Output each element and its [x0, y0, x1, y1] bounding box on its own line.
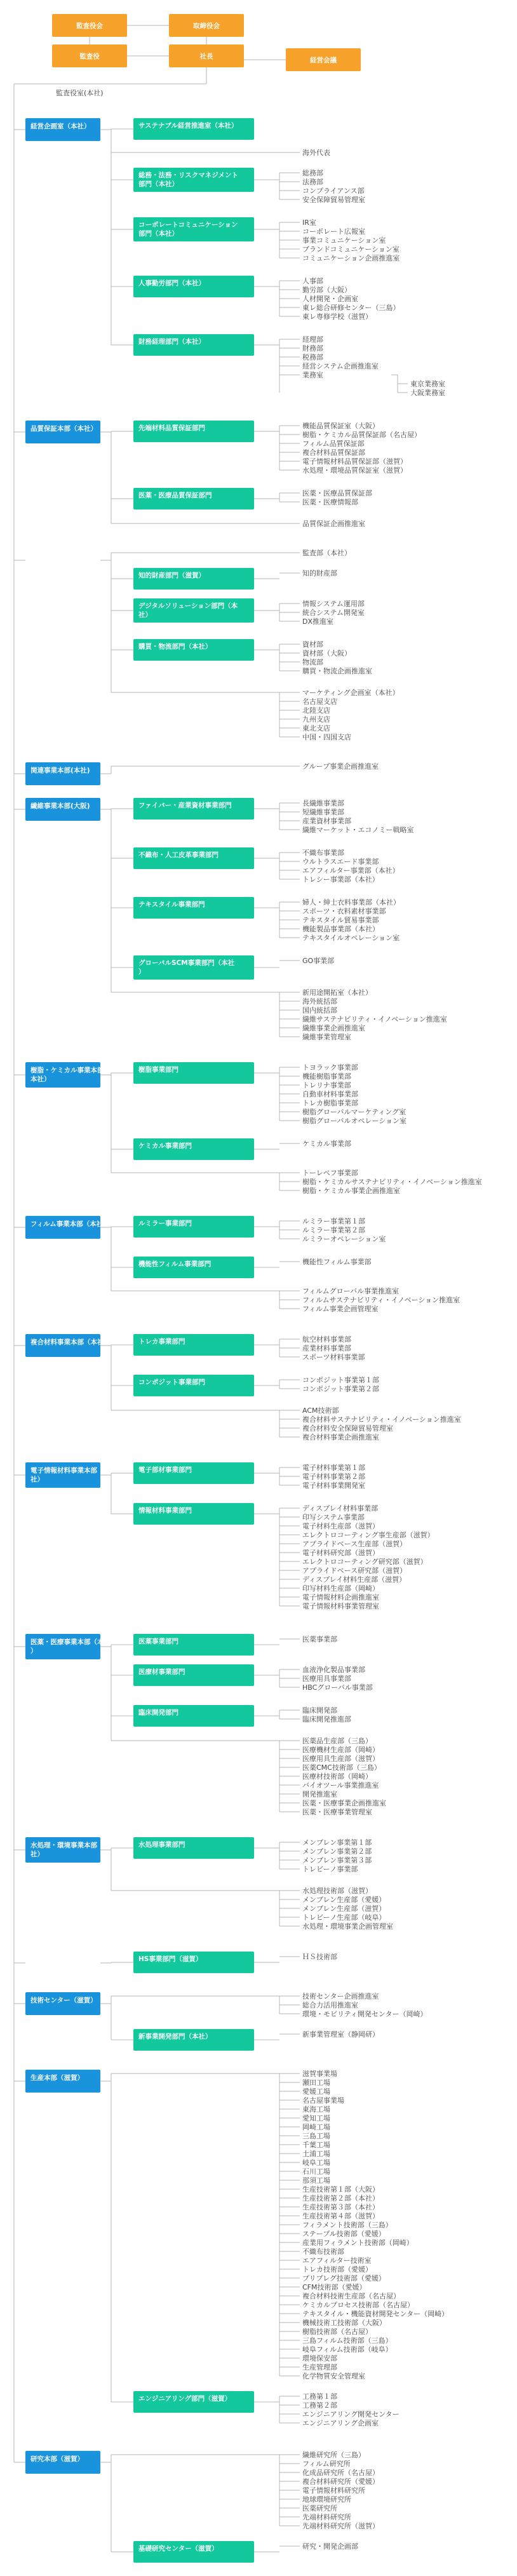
- unit-label: 人事部: [302, 277, 323, 285]
- department-label: 知的財産部門（滋賀）: [138, 572, 205, 579]
- unit-label: 購買・物流企画推進室: [302, 667, 372, 675]
- unit-label: メンブレン事業第２部: [302, 1847, 372, 1856]
- division-label: 生産本部（滋賀）: [30, 2074, 84, 2082]
- unit-label: 東レ総合研修センター（三島）: [302, 304, 400, 312]
- division-box[interactable]: [25, 1062, 111, 1088]
- unit-label: 名古屋事業場: [302, 2096, 344, 2105]
- division-label: 技術センター（滋賀）: [30, 1997, 97, 2004]
- division-label: 医薬・医療事業本部（本社: [30, 1638, 111, 1646]
- department-box[interactable]: [133, 598, 254, 623]
- department-label: ケミカル事業部門: [138, 1142, 192, 1150]
- department-label: コンポジット事業部門: [138, 1379, 205, 1386]
- unit-label: 医薬・医療品質保証部: [302, 489, 372, 497]
- top-box-label: 経営会議: [310, 57, 337, 64]
- division-box[interactable]: [25, 1992, 100, 2015]
- unit-label: アプライドベース生産部（滋賀）: [302, 1540, 407, 1548]
- division-label: 水処理・環境事業本部（本: [30, 1842, 111, 1849]
- department-label: 医療材事業部門: [138, 1668, 185, 1676]
- unit-label: 土浦工場: [302, 2150, 330, 2158]
- unit-label: エンジニアリング企画室: [302, 2419, 379, 2427]
- unit-label: 複合材料サステナビリティ・イノベーション推進室: [302, 1415, 461, 1424]
- unit-label: 医療材技術部（岡崎）: [302, 1772, 372, 1781]
- department-box[interactable]: [133, 488, 254, 509]
- division-label: 品質保証本部（本社）: [30, 425, 97, 433]
- unit-label: 航空材料事業部: [302, 1335, 351, 1344]
- unit-label: フィルムグローバル事業推進室: [302, 1287, 399, 1295]
- unit-label: マーケティング企画室（本社）: [302, 689, 399, 697]
- unit-label: 電子材料事業開発室: [302, 1481, 365, 1490]
- division-box[interactable]: [25, 1216, 110, 1239]
- unit-label: 産業資材事業部: [302, 817, 351, 825]
- unit-label: ACM技術部: [302, 1406, 339, 1415]
- department-box[interactable]: [133, 2029, 254, 2051]
- department-box[interactable]: [133, 2541, 254, 2563]
- unit-label: 複合材料技術生産部（名古屋）: [302, 2292, 400, 2300]
- department-box[interactable]: [133, 1503, 254, 1525]
- unit-label: メンブレン事業第３部: [302, 1856, 372, 1865]
- department-label: トレカ事業部門: [138, 1338, 185, 1345]
- unit-label: 経理部: [302, 335, 323, 344]
- department-label: 機能性フィルム事業部門: [138, 1260, 211, 1268]
- unit-label: 東海工場: [302, 2105, 330, 2114]
- unit-label: 監査部（本社）: [302, 549, 351, 557]
- unit-label: 臨床開発推進部: [302, 1715, 351, 1723]
- department-label: 部門（本社）: [138, 180, 178, 188]
- unit-label: ルミラー事業第１部: [302, 1217, 365, 1225]
- department-label: デジタルソリューション部門（本: [138, 602, 238, 610]
- division-box[interactable]: [25, 2070, 100, 2093]
- unit-label: 医薬事業部: [302, 1635, 337, 1643]
- unit-label: 生産技術第３部（本社）: [302, 2203, 379, 2211]
- department-label: ファイバー・産業資材事業部門: [138, 802, 232, 809]
- unit-label: 化学物質安全管理室: [302, 2372, 365, 2380]
- division-label: 繊維事業本部(大阪): [30, 802, 90, 810]
- division-label: 本社）: [30, 1076, 51, 1083]
- division-groups: [25, 118, 111, 2474]
- department-label: コーポレートコミュニケーション: [138, 221, 238, 229]
- top-box[interactable]: [52, 14, 127, 37]
- unit-label: 滋賀事業場: [302, 2070, 337, 2078]
- department-box[interactable]: [133, 1705, 254, 1727]
- unit-label: 生産技術第４部（滋賀）: [302, 2212, 379, 2220]
- unit-label: 岐阜工場: [302, 2159, 330, 2167]
- unit-label: 繊維事業企画推進室: [302, 1024, 365, 1032]
- department-groups: [133, 118, 254, 2563]
- unit-label: 情報システム運用部: [302, 600, 365, 608]
- department-label: エンジニアリング部門（滋賀）: [138, 2395, 232, 2403]
- unit-label: 機能製品事業部（本社）: [302, 925, 379, 933]
- unit-label: 財務部: [302, 344, 323, 353]
- unit-label: 複合材料安全保障貿易管理室: [302, 1424, 393, 1433]
- department-box[interactable]: [133, 568, 254, 590]
- unit-label: アプライドベース研究部（滋賀）: [302, 1567, 407, 1575]
- unit-label: フィラメント技術部（三島）: [302, 2221, 393, 2229]
- department-box[interactable]: [133, 168, 254, 192]
- department-label: テキスタイル事業部門: [138, 901, 205, 908]
- department-label: 電子部材事業部門: [138, 1466, 192, 1474]
- unit-label: 東レ専修学校（滋賀）: [302, 313, 372, 321]
- department-box[interactable]: [133, 1062, 254, 1084]
- division-label: 社）: [30, 1851, 44, 1858]
- department-label: 財務経理部門（本社）: [138, 338, 205, 346]
- division-box[interactable]: [25, 1837, 111, 1863]
- division-rect: [25, 1462, 100, 1488]
- unit-label: バイオツール事業推進室: [302, 1781, 379, 1790]
- unit-label: 機能品質保証室（大阪）: [302, 422, 379, 430]
- department-label: 医薬・医療品質保証部門: [138, 492, 212, 499]
- division-box[interactable]: [25, 1462, 111, 1488]
- unit-label: 環境保安部: [302, 2354, 337, 2363]
- unit-label: 水処理技術部（滋賀）: [302, 1887, 372, 1895]
- unit-label: ルミラー事業第２部: [302, 1226, 365, 1234]
- unit-label: トレカ樹脂事業部: [302, 1099, 358, 1107]
- unit-label: 人材開発・企画室: [302, 295, 358, 303]
- unit-label: テキスタイル貿易事業部: [302, 916, 379, 924]
- unit-label: 岐阜フィルム技術部（岐阜）: [302, 2345, 393, 2354]
- unit-label: フィルム研究所: [302, 2460, 351, 2468]
- unit-label: 那須工場: [302, 2176, 330, 2185]
- unit-label: 名古屋支店: [302, 698, 337, 706]
- unit-label: 先端材料研究所: [302, 2513, 351, 2521]
- department-box[interactable]: [133, 2391, 254, 2413]
- division-rect: [25, 1837, 100, 1863]
- department-box[interactable]: [133, 1952, 254, 1973]
- unit-label: 電子情報材料品質保証部（滋賀）: [302, 457, 407, 466]
- unit-label: 大阪業務室: [410, 389, 445, 397]
- division-label: 複合材料事業本部（本社）: [30, 1339, 111, 1346]
- department-box[interactable]: [133, 897, 254, 919]
- department-box[interactable]: [133, 1216, 254, 1237]
- top-box-label: 社長: [199, 53, 213, 60]
- unit-label: グループ事業企画推進室: [302, 762, 379, 771]
- unit-label: 機能性フィルム事業部: [302, 1258, 372, 1266]
- unit-label: 医療用具事業部: [302, 1675, 351, 1683]
- unit-label: 電子材料生産部（滋賀）: [302, 1522, 379, 1530]
- unit-label: フィルム品質保証部: [302, 440, 365, 448]
- unit-label: 樹脂技術部（名古屋）: [302, 2328, 372, 2336]
- unit-label: コミュニケーション企画推進室: [302, 254, 400, 262]
- unit-label: ディスプレイ材料生産部（滋賀）: [302, 1575, 406, 1584]
- unit-label: 東京業務室: [410, 380, 445, 388]
- unit-label: 樹脂・ケミカル品質保証部（名古屋）: [302, 431, 421, 439]
- department-box[interactable]: [133, 1664, 254, 1686]
- division-label: 社）: [30, 1476, 44, 1483]
- unit-label: 長繊維事業部: [302, 799, 344, 807]
- unit-label: 勤労部（大阪）: [302, 286, 351, 294]
- unit-label: 業務室: [302, 371, 323, 379]
- unit-label: トレビーノ生産部（岐阜）: [302, 1913, 386, 1922]
- unit-label: コーポレート広報室: [302, 227, 365, 236]
- department-box[interactable]: [133, 955, 254, 980]
- department-box[interactable]: [133, 1634, 254, 1656]
- unit-label: 九州支店: [302, 715, 330, 724]
- unit-label: 不織布事業部: [302, 849, 344, 857]
- department-label: 新事業開発部門（本社）: [138, 2033, 212, 2040]
- unit-label: 産業材料事業部: [302, 1344, 351, 1352]
- unit-label: フィルムサステナビリティ・イノベーション推進室: [302, 1296, 460, 1304]
- top-box[interactable]: [169, 14, 244, 37]
- unit-label: 複合材料事業企画推進室: [302, 1433, 379, 1441]
- department-box[interactable]: [133, 847, 254, 869]
- department-label: 水処理事業部門: [138, 1841, 185, 1849]
- unit-label: エレクトロコーティング事生産部（滋賀）: [302, 1531, 434, 1539]
- unit-label: 血液浄化製品事業部: [302, 1666, 365, 1674]
- unit-label: 印写材料生産部（岡崎）: [302, 1584, 379, 1593]
- unit-label: 千葉工場: [302, 2141, 330, 2149]
- division-label: ）: [30, 1647, 37, 1655]
- unit-label: ＨＳ技術部: [302, 1953, 337, 1961]
- unit-label: 樹脂・ケミカルサステナビリティ・イノベーション推進室: [302, 1178, 482, 1186]
- unit-label: 知的財産部: [302, 569, 337, 577]
- unit-label: フィルム事業企画管理室: [302, 1305, 379, 1313]
- unit-label: 医薬品生産部（三島）: [302, 1737, 372, 1745]
- unit-label: 樹脂グローバルマーケティング室: [302, 1108, 406, 1116]
- division-box[interactable]: [25, 2451, 100, 2474]
- unit-label: 水処理・環境事業企画管理室: [302, 1922, 393, 1931]
- unit-label: 経営システム企画推進室: [302, 362, 379, 370]
- unit-label: コンポジット事業第１部: [302, 1376, 379, 1384]
- division-label: 樹脂・ケミカル事業本部（: [30, 1067, 111, 1074]
- unit-label: エレクトロコーティング研究部（滋賀）: [302, 1558, 427, 1566]
- unit-label: 岡崎工場: [302, 2123, 330, 2131]
- unit-label: 電子情報材料事業管理室: [302, 1602, 379, 1610]
- unit-label: 愛知工場: [302, 2114, 330, 2122]
- unit-label: 樹脂グローバルオペレーション室: [302, 1117, 407, 1125]
- department-box[interactable]: [133, 1334, 254, 1356]
- unit-label: 工務第１部: [302, 2392, 337, 2401]
- department-label: グローバルSCM事業部門（本社: [138, 959, 235, 967]
- unit-label: 印写システム事業部: [302, 1513, 365, 1521]
- department-box[interactable]: [133, 639, 254, 661]
- unit-label: ディスプレイ材料事業部: [302, 1504, 379, 1513]
- unit-label: 機械技術工技術部（大阪）: [302, 2319, 386, 2327]
- unit-label: 新用途開拓室（本社）: [302, 988, 372, 997]
- department-box[interactable]: [133, 798, 254, 819]
- department-box[interactable]: [133, 1257, 254, 1278]
- unit-label: 繊維事業管理室: [302, 1033, 351, 1041]
- unit-label: 自動車材料事業部: [302, 1090, 358, 1098]
- top-box-label: 取締役会: [193, 22, 220, 30]
- unit-label: ケミカルプロセス技術部（名古屋）: [302, 2301, 414, 2309]
- unit-label: トレカ技術部（愛媛）: [302, 2265, 372, 2274]
- unit-label: 研究・開発企画部: [302, 2542, 358, 2551]
- department-label: 人事勤労部門（本社）: [138, 280, 205, 287]
- department-label: 医薬事業部門: [138, 1638, 178, 1645]
- division-rect: [25, 1634, 100, 1659]
- unit-label: トレシー事業部（本社）: [302, 875, 379, 884]
- department-box[interactable]: [133, 1837, 254, 1859]
- department-label: 総務・法務・リスクマネジメント: [138, 172, 238, 179]
- unit-label: 先端材料研究所（滋賀）: [302, 2522, 379, 2530]
- department-box[interactable]: [133, 1375, 254, 1396]
- department-box[interactable]: [133, 1138, 254, 1160]
- department-label: 情報材料事業部門: [138, 1507, 192, 1514]
- unit-label: 三島工場: [302, 2132, 330, 2140]
- department-label: サステナブル経営推進室（本社）: [138, 122, 238, 130]
- unit-label: 婦人・紳士衣料事業部（本社）: [302, 898, 400, 907]
- division-box[interactable]: [25, 1334, 111, 1357]
- unit-label: 国内統括部: [302, 1006, 337, 1015]
- unit-label: 医薬・医療事業管理室: [302, 1808, 372, 1816]
- unit-label: 繊維研究所（三島）: [302, 2451, 365, 2459]
- unit-label: DX推進室: [302, 617, 334, 626]
- unit-label: 総務部: [302, 169, 323, 177]
- top-box[interactable]: [52, 44, 127, 67]
- unit-label: 医療用具生産部（滋賀）: [302, 1755, 379, 1763]
- division-label: 研究本部（滋賀）: [30, 2455, 84, 2463]
- unit-label: GO事業部: [302, 957, 335, 965]
- unit-label: プリプレグ技術部（愛媛）: [302, 2274, 386, 2283]
- department-label: 先端材料品質保証部門: [138, 424, 205, 432]
- division-box[interactable]: [25, 762, 100, 785]
- unit-label: 電子情報材料企画推進室: [302, 1593, 379, 1602]
- unit-label: 三島フィルム技術部（三島）: [302, 2337, 393, 2345]
- unit-label: 総合力活用推進室: [302, 2001, 358, 2009]
- unit-label: ウルトラスエード事業部: [302, 858, 379, 866]
- unit-label: スポーツ材料事業部: [302, 1353, 365, 1361]
- unit-label: 電子材料事業第１部: [302, 1464, 365, 1472]
- unit-label: 統合システム開発室: [302, 609, 365, 617]
- audit-office-label: 監査役室(本社): [56, 89, 104, 97]
- unit-label: 医薬CMC技術部（三島）: [302, 1763, 381, 1772]
- top-box-label: 監査役会: [76, 22, 103, 30]
- unit-label: 電子情報材料研究所: [302, 2486, 365, 2495]
- unit-label: CFM技術部（愛媛）: [302, 2283, 366, 2291]
- unit-label: コンポジット事業第２部: [302, 1385, 379, 1393]
- unit-label: 愛媛工場: [302, 2087, 330, 2096]
- unit-label: 水処理・環境品質保証室（滋賀）: [302, 466, 407, 475]
- unit-label: トレビーノ事業部: [302, 1865, 358, 1873]
- unit-label: 物流部: [302, 658, 323, 666]
- unit-label: 工務第２部: [302, 2401, 337, 2410]
- unit-label: 生産技術第２部（本社）: [302, 2194, 379, 2202]
- unit-label: ルミラーオペレーション室: [302, 1235, 386, 1243]
- division-box[interactable]: [25, 118, 100, 141]
- unit-label: トレリナ事業部: [302, 1081, 351, 1089]
- unit-label: 樹脂・ケミカル事業企画推進室: [302, 1187, 400, 1195]
- unit-label: トヨラック事業部: [302, 1063, 358, 1072]
- unit-label: 電子材料研究部（滋賀）: [302, 1549, 379, 1557]
- unit-label: 事業コミュニケーション室: [302, 236, 386, 245]
- unit-label: ブランドコミュニケーション室: [302, 245, 399, 253]
- unit-label: 繊維サステナビリティ・イノベーション推進室: [302, 1015, 447, 1023]
- unit-label: 生産管理部: [302, 2363, 337, 2371]
- unit-label: 地球環境研究所: [302, 2495, 351, 2504]
- unit-label: スポーツ・衣料素材事業部: [302, 907, 386, 915]
- unit-label: ケミカル事業部: [302, 1140, 351, 1148]
- unit-label: 海外統括部: [302, 997, 337, 1006]
- unit-label: トーレペフ事業部: [302, 1169, 358, 1177]
- unit-label: 複合材料品質保証部: [302, 448, 365, 457]
- unit-label: 資材部（大阪）: [302, 649, 351, 657]
- department-box[interactable]: [133, 334, 254, 356]
- division-box[interactable]: [25, 1634, 111, 1659]
- unit-label: 資材部: [302, 640, 323, 649]
- unit-label: 法務部: [302, 178, 323, 186]
- department-label: 臨床開発部門: [138, 1709, 178, 1716]
- top-box[interactable]: [286, 48, 361, 71]
- unit-label: 税務部: [302, 353, 323, 361]
- department-box[interactable]: [133, 118, 254, 140]
- department-box[interactable]: [133, 276, 254, 297]
- unit-label: HBCグローバル事業部: [302, 1683, 373, 1692]
- division-label: 関連事業本部(本社): [30, 767, 90, 774]
- unit-label: 繊維マーケット・エコノミー戦略室: [302, 826, 414, 834]
- division-label: 電子情報材料事業本部（本: [30, 1467, 111, 1474]
- department-label: 不織布・人工皮革事業部門: [138, 851, 218, 859]
- unit-label: 臨床開発部: [302, 1706, 337, 1715]
- unit-label: メンブレン生産部（愛媛）: [302, 1896, 386, 1904]
- unit-label: 複合材料研究所（愛媛）: [302, 2478, 379, 2486]
- unit-label: テキスタイル・機能資材開発センター（岡崎）: [302, 2310, 449, 2318]
- unit-label: 医薬・医療情報部: [302, 498, 358, 506]
- unit-label: 新事業管理室（静岡研）: [302, 2030, 379, 2039]
- department-label: ）: [138, 968, 145, 976]
- unit-label: 機能樹脂事業部: [302, 1072, 351, 1081]
- department-box[interactable]: [133, 217, 254, 241]
- unit-label: 海外代表: [302, 149, 330, 157]
- unit-label: メンブレン事業第１部: [302, 1838, 372, 1847]
- top-box-label: 監査役: [79, 53, 100, 60]
- unit-label: 産業用フィラメント技術部（岡崎）: [302, 2239, 413, 2247]
- unit-label: 生産技術第１部（大阪）: [302, 2185, 379, 2194]
- department-label: 部門（本社）: [138, 230, 178, 238]
- unit-label: テキスタイルオペレーション室: [302, 934, 400, 942]
- unit-label: ステープル技術部（愛媛）: [302, 2230, 386, 2238]
- unit-label: 不織布技術部: [302, 2248, 344, 2256]
- unit-label: 医薬研究所: [302, 2504, 337, 2512]
- department-box[interactable]: [133, 1462, 254, 1484]
- department-label: 基礎研究センター（滋賀）: [138, 2545, 218, 2552]
- unit-label: 化成品研究所（名古屋）: [302, 2469, 379, 2477]
- department-label: 樹脂事業部門: [138, 1066, 178, 1074]
- unit-label: 電子材料事業第２部: [302, 1473, 365, 1481]
- division-rect: [25, 1062, 100, 1088]
- unit-label: メンブレン生産部（滋賀）: [302, 1905, 386, 1913]
- department-box[interactable]: [133, 421, 254, 442]
- unit-label: 石川工場: [302, 2168, 330, 2176]
- unit-label: 安全保障貿易管理室: [302, 196, 365, 204]
- unit-label: 医薬・医療事業企画推進室: [302, 1799, 386, 1807]
- unit-label: 環境・モビリティ開発センター（岡崎）: [302, 2010, 427, 2018]
- division-box[interactable]: [25, 421, 100, 443]
- unit-label: コンプライアンス部: [302, 187, 365, 195]
- unit-label: エアフィルター技術室: [302, 2256, 372, 2265]
- unit-label: エアフィルター事業部（本社）: [302, 867, 399, 875]
- top-box[interactable]: [169, 44, 244, 67]
- unit-label: 医療機材生産部（岡崎）: [302, 1746, 379, 1754]
- unit-label: 中国・四国支店: [302, 733, 351, 741]
- unit-label: 東北支店: [302, 724, 330, 732]
- unit-label: 技術センター企画推進室: [302, 1992, 379, 2000]
- unit-label: IR室: [302, 219, 316, 227]
- division-box[interactable]: [25, 798, 100, 821]
- division-label: 経営企画室（本社）: [30, 123, 91, 130]
- unit-labels: [56, 88, 482, 2551]
- unit-label: 品質保証企画推進室: [302, 520, 365, 528]
- department-label: 社）: [138, 611, 152, 619]
- unit-label: 北陸支店: [302, 706, 330, 715]
- department-label: ルミラー事業部門: [138, 1220, 192, 1227]
- unit-label: 瀬田工場: [302, 2079, 330, 2087]
- department-label: HS事業部門（滋賀）: [138, 1955, 203, 1963]
- division-label: フィルム事業本部（本社）: [30, 1220, 110, 1228]
- unit-label: 開発推進室: [302, 1790, 337, 1798]
- unit-label: 短繊維事業部: [302, 808, 344, 816]
- unit-label: エンジニアリング開発センター: [302, 2410, 399, 2418]
- department-label: 購買・物流部門（本社）: [138, 643, 212, 651]
